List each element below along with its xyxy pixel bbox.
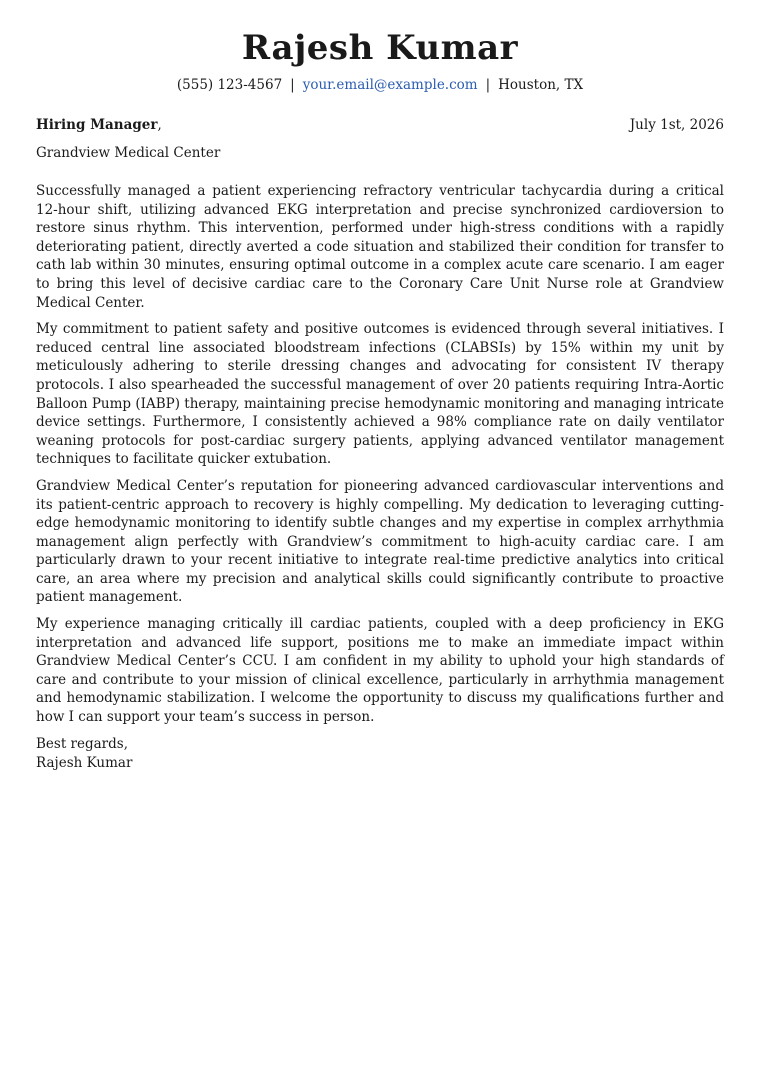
email-link[interactable]: your.email@example.com (302, 77, 478, 93)
paragraph-1: Successfully managed a patient experiencing refractory ventricular tachycardia during a critical 12-hour shift, utilizing advanced EKG interpretation and precise synchronized cardioversion to restore sinus rhythm. This intervention, performed under high-stress conditions with a rapidly deteriorating patient, directly averted a code situation and stabilized their condition for transfer to cath lab within 30 minutes, ensuring optimal outcome in a complex acute care scenario. I am eager to bring this level of decisive cardiac care to the Coronary Care Unit Nurse role at Grandview Medical Center. (36, 183, 724, 311)
closing-block (36, 735, 724, 773)
recipient-name: Hiring Manager (36, 117, 158, 133)
signature: Rajesh Kumar (36, 754, 133, 771)
recipient-organization: Grandview Medical Center (36, 145, 221, 161)
salutation-punct: , (157, 117, 162, 133)
separator: | (485, 77, 491, 93)
contact-line (36, 76, 724, 94)
paragraph-4: My experience managing critically ill cardiac patients, coupled with a deep proficiency in EKG interpretation and advanced life support, positions me to make an immediate impact within Grandview Medical Center’s CCU. I am confident in my ability to uphold your high standards of care and contribute to your mission of clinical excellence, particularly in arrhythmia management and hemodynamic stabilization. I welcome the opportunity to discuss my qualifications further and how I can support your team’s success in person. (36, 616, 724, 726)
salutation-row (36, 116, 724, 134)
valediction: Best regards, (36, 735, 129, 752)
separator: | (290, 77, 295, 93)
letter-body (36, 182, 724, 727)
applicant-name: Rajesh Kumar (241, 28, 519, 68)
salutation (36, 116, 162, 134)
letter-date: July 1st, 2026 (629, 117, 724, 133)
paragraph-3: Grandview Medical Center’s reputation for pioneering advanced cardiovascular interventions and its patient-centric approach to recovery is highly compelling. My dedication to leveraging cutting-edge hemodynamic monitoring to identify subtle changes and my expertise in complex arrhythmia management align perfectly with Grandview’s commitment to high-acuity cardiac care. I am particularly drawn to your recent initiative to integrate real-time predictive analytics into critical care, an area where my precision and analytical skills could significantly contribute to proactive patient management. (36, 477, 724, 606)
paragraph-2: My commitment to patient safety and positive outcomes is evidenced through several initiatives. I reduced central line associated bloodstream infections (CLABSIs) by 15% within my unit by meticulously adhering to sterile dressing changes and advocating for consistent IV therapy protocols. I also spearheaded the successful management of over 20 patients requiring Intra-Aortic Balloon Pump (IABP) therapy, maintaining precise hemodynamic monitoring and managing intricate device settings. Furthermore, I consistently achieved a 98% compliance rate on daily ventilator weaning protocols for post-cardiac surgery patients, applying advanced ventilator management techniques to facilitate quicker extubation. (36, 321, 724, 468)
phone-number: (555) 123-4567 (176, 77, 283, 93)
location: Houston, TX (498, 77, 584, 93)
